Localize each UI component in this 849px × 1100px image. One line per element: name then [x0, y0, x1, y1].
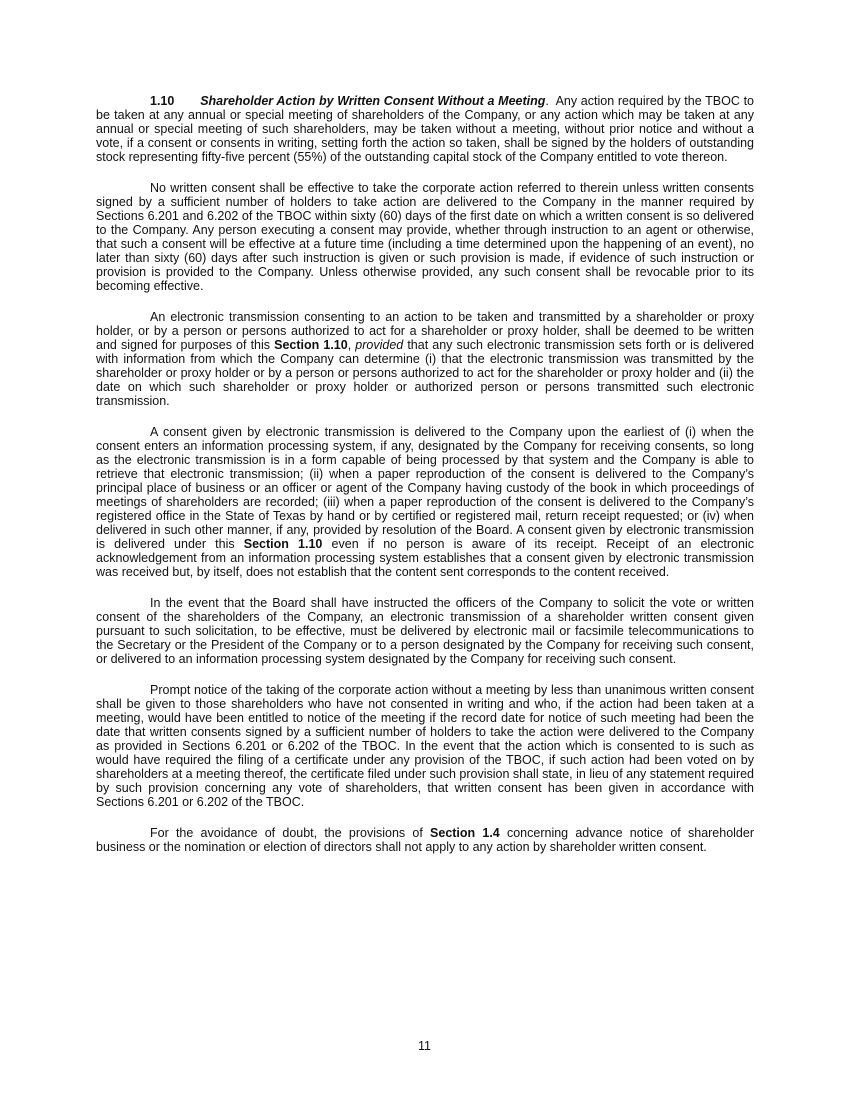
- section-number: 1.10: [150, 94, 175, 108]
- paragraph-text: An electronic transmission consenting to an action to be taken and transmitted by a shareholder or proxy holder, or by a person or persons authorized to act for a shareholder or proxy holder, shall be deemed to be written and signed for purposes of this: [96, 310, 754, 352]
- paragraph-prompt-notice: [96, 683, 754, 809]
- paragraph-consent-delivery: [96, 425, 754, 579]
- document-page: [96, 94, 754, 871]
- section-1-10-paragraph: [96, 94, 754, 164]
- provided-term: provided: [355, 338, 404, 352]
- section-intro-text: Any action required by the TBOC to be taken at any annual or special meeting of shareholders of the Company, or any action which may be taken at any annual or special meeting of such shareholders, may be taken without a meeting, without prior notice and without a vote, if a consent or consents in writing, setting forth the action so taken, shall be signed by the holders of outstanding stock representing fifty-five percent (55%) of the outstanding capital stock of the Company entitled to vote thereon.: [96, 94, 754, 164]
- paragraph-board-solicitation: [96, 596, 754, 666]
- paragraph-text: concerning advance notice of shareholder business or the nomination or election of directors shall not apply to any action by shareholder written consent.: [96, 826, 755, 854]
- paragraph-text: A consent given by electronic transmission is delivered to the Company upon the earliest of (i) when the consent enters an information processing system, if any, designated by the Company for receiving consents, so long as the electronic transmission is in a form capable of being processed by that system and the Company is able to retrieve that electronic transmission; (ii) when a paper reproduction of the consent is delivered to the Company’s principal place of business or an officer or agent of the Company having custody of the book in which proceedings of meetings of shareholders are recorded; (iii) when a paper reproduction of the consent is delivered to the Company’s registered office in the State of Texas by hand or by certified or registered mail, return receipt requested; or (iv) when delivered in such other manner, if any, provided by resolution of the Board. A consent given by electronic transmission is delivered under this: [96, 425, 754, 551]
- paragraph-avoidance-of-doubt: [96, 826, 754, 854]
- paragraph-text: No written consent shall be effective to take the corporate action referred to therein unless written consents signed by a sufficient number of holders to take action are delivered to the Company in the manner required by Sections 6.201 and 6.202 of the TBOC within sixty (60) days of the first date on which a written consent is so delivered to the Company. Any person executing a consent may provide, whether through instruction to an agent or otherwise, that such a consent will be effective at a future time (including a time determined upon the happening of an event), no later than sixty (60) days after such instruction is given or such provision is made, if evidence of such instruction or provision is provided to the Company. Unless otherwise provided, any such consent shall be revocable prior to its becoming effective.: [96, 181, 754, 293]
- paragraph-consent-effectiveness: [96, 181, 754, 293]
- paragraph-text: Prompt notice of the taking of the corporate action without a meeting by less than unanimous written consent shall be given to those shareholders who have not consented in writing and who, if the action had been taken at a meeting, would have been entitled to notice of the meeting if the record date for notice of such meeting had been the date that written consents signed by a sufficient number of holders to take the action were delivered to the Company as provided in Sections 6.201 or 6.202 of the TBOC. In the event that the action which is consented to is such as would have required the filing of a certificate under any provision of the TBOC, if such action had been voted on by shareholders at a meeting thereof, the certificate filed under such provision shall state, in lieu of any statement required by such provision concerning any vote of shareholders, that written consent has been given in accordance with Sections 6.201 or 6.202 of the TBOC.: [96, 683, 755, 809]
- paragraph-text: even if no person is aware of its receipt. Receipt of an electronic acknowledgement from an information processing system establishes that a consent given by electronic transmission was received but, by itself, does not establish that the content sent corresponds to the content received.: [96, 537, 754, 579]
- paragraph-text: that any such electronic transmission sets forth or is delivered with information from which the Company can determine (i) that the electronic transmission was transmitted by the shareholder or proxy holder or by a person or persons authorized to act for the shareholder or proxy holder and (ii) the date on which such shareholder or proxy holder or authorized person or persons transmitted such electronic transmission.: [96, 338, 755, 408]
- section-title-suffix: .: [545, 94, 549, 108]
- section-reference: Section 1.10: [243, 537, 323, 551]
- paragraph-text: In the event that the Board shall have instructed the officers of the Company to solicit the vote or written consent of the shareholders of the Company, an electronic transmission of a shareholder written consent given pursuant to such solicitation, to be effective, must be delivered by electronic mail or facsimile telecommunications to the Secretary or the President of the Company or to a person designated by the Company for receiving such consent, or delivered to an information processing system designated by the Company for receiving such consent.: [96, 596, 754, 666]
- page-number: 11: [418, 1039, 431, 1053]
- paragraph-text: ,: [347, 338, 356, 352]
- section-reference: Section 1.10: [274, 338, 348, 352]
- paragraph-text: For the avoidance of doubt, the provisions of: [150, 826, 431, 840]
- paragraph-electronic-transmission: [96, 310, 754, 408]
- section-title: Shareholder Action by Written Consent Without a Meeting: [200, 94, 546, 108]
- section-reference: Section 1.4: [430, 826, 500, 840]
